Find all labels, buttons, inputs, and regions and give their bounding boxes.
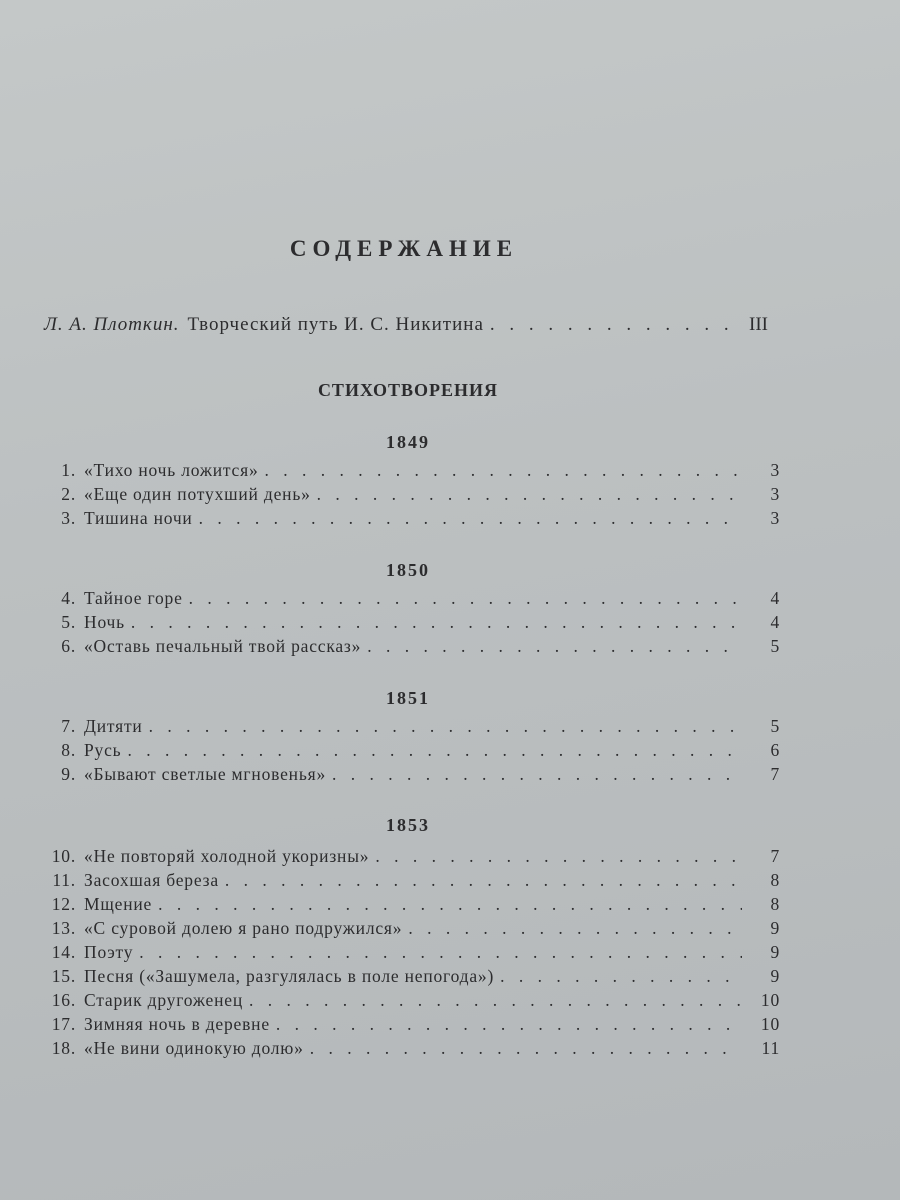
toc-entry: [40, 870, 780, 894]
entry-page: 5: [770, 636, 780, 656]
year-heading: 1850: [386, 560, 430, 580]
intro-author: Л. А. Плоткин.: [44, 314, 180, 335]
entry-number: 18.: [51, 1038, 76, 1058]
year-heading: 1851: [386, 688, 430, 708]
entry-title: Дитяти: [84, 716, 143, 736]
dot-leader: [127, 740, 742, 761]
entry-title: «Не вини одинокую долю»: [84, 1038, 304, 1058]
entry-page: 6: [770, 740, 780, 760]
toc-entry: [40, 740, 780, 764]
dot-leader: [317, 484, 742, 505]
toc-entry: [40, 460, 780, 484]
entry-number: 9.: [61, 764, 76, 784]
entry-list: [40, 716, 780, 788]
entry-page: 9: [770, 942, 780, 962]
toc-entry: [40, 846, 780, 870]
entry-list: [40, 846, 780, 1062]
toc-entry: [40, 1038, 780, 1062]
entry-title: Песня («Зашумела, разгулялась в поле непогода»): [84, 966, 495, 986]
entry-page: 10: [760, 1014, 780, 1034]
entry-title: «Оставь печальный твой рассказ»: [84, 636, 362, 656]
dot-leader: [189, 588, 742, 609]
entry-number: 12.: [51, 894, 76, 914]
toc-entry: [40, 918, 780, 942]
toc-entry: [40, 966, 780, 990]
toc-entry: [40, 990, 780, 1014]
dot-leader: [408, 918, 742, 939]
entry-page: 10: [760, 990, 780, 1010]
entry-page: 8: [770, 894, 780, 914]
toc-entry: [40, 508, 780, 532]
entry-title: Тайное горе: [84, 588, 183, 608]
entry-page: 5: [770, 716, 780, 736]
dot-leader: [139, 942, 742, 963]
year-heading: 1853: [386, 815, 430, 835]
dot-leader: [490, 314, 732, 336]
entry-number: 10.: [51, 846, 76, 866]
entry-title: «Бывают светлые мгновенья»: [84, 764, 327, 784]
entry-number: 16.: [51, 990, 76, 1010]
entry-number: 4.: [61, 588, 76, 608]
entry-page: 4: [770, 588, 780, 608]
entry-title: Старик другоженец: [84, 990, 244, 1010]
entry-page: 3: [770, 508, 780, 528]
toc-entry: [40, 484, 780, 508]
entry-list: [40, 588, 780, 660]
entry-title: Тишина ночи: [84, 508, 193, 528]
entry-page: 9: [770, 918, 780, 938]
entry-list: [40, 460, 780, 532]
dot-leader: [310, 1038, 742, 1059]
dot-leader: [332, 764, 742, 785]
dot-leader: [158, 894, 742, 915]
entry-number: 5.: [61, 612, 76, 632]
entry-number: 13.: [51, 918, 76, 938]
year-heading: 1849: [386, 432, 430, 452]
dot-leader: [149, 716, 742, 737]
entry-title: Ночь: [84, 612, 125, 632]
toc-entry: [40, 612, 780, 636]
entry-title: Мщение: [84, 894, 153, 914]
entry-number: 11.: [52, 870, 76, 890]
intro-title: Творческий путь И. С. Никитина: [187, 314, 484, 335]
dot-leader: [265, 460, 742, 481]
dot-leader: [225, 870, 742, 891]
entry-number: 7.: [61, 716, 76, 736]
toc-entry: [40, 942, 780, 966]
entry-number: 8.: [61, 740, 76, 760]
toc-entry: [40, 636, 780, 660]
entry-number: 17.: [51, 1014, 76, 1034]
toc-entry: [40, 764, 780, 788]
entry-number: 14.: [51, 942, 76, 962]
entry-title: «Не повторяй холодной укоризны»: [84, 846, 370, 866]
entry-number: 1.: [61, 460, 76, 480]
entry-number: 2.: [61, 484, 76, 504]
dot-leader: [500, 966, 742, 987]
dot-leader: [131, 612, 742, 633]
dot-leader: [367, 636, 742, 657]
entry-title: Русь: [84, 740, 122, 760]
entry-title: Засохшая береза: [84, 870, 219, 890]
entry-page: 9: [770, 966, 780, 986]
intro-page: III: [749, 314, 768, 335]
entry-title: Поэту: [84, 942, 134, 962]
dot-leader: [375, 846, 742, 867]
entry-number: 15.: [51, 966, 76, 986]
entry-page: 3: [770, 460, 780, 480]
toc-entry: [40, 894, 780, 918]
toc-entry: [40, 588, 780, 612]
dot-leader: [199, 508, 742, 529]
page-title: СОДЕРЖАНИЕ: [289, 236, 519, 261]
toc-entry: [40, 716, 780, 740]
entry-page: 7: [770, 846, 780, 866]
entry-title: Зимняя ночь в деревне: [84, 1014, 270, 1034]
entry-title: «Тихо ночь ложится»: [84, 460, 259, 480]
entry-title: «С суровой долею я рано подружился»: [84, 918, 403, 938]
entry-page: 3: [770, 484, 780, 504]
dot-leader: [249, 990, 742, 1011]
entry-page: 7: [770, 764, 780, 784]
entry-number: 6.: [61, 636, 76, 656]
dot-leader: [276, 1014, 742, 1035]
entry-page: 8: [770, 870, 780, 890]
toc-entry: [40, 1014, 780, 1038]
intro-entry: [44, 314, 768, 336]
entry-page: 11: [761, 1038, 780, 1058]
section-title: СТИХОТВОРЕНИЯ: [317, 380, 499, 400]
entry-number: 3.: [61, 508, 76, 528]
entry-page: 4: [770, 612, 780, 632]
entry-title: «Еще один потухший день»: [84, 484, 311, 504]
